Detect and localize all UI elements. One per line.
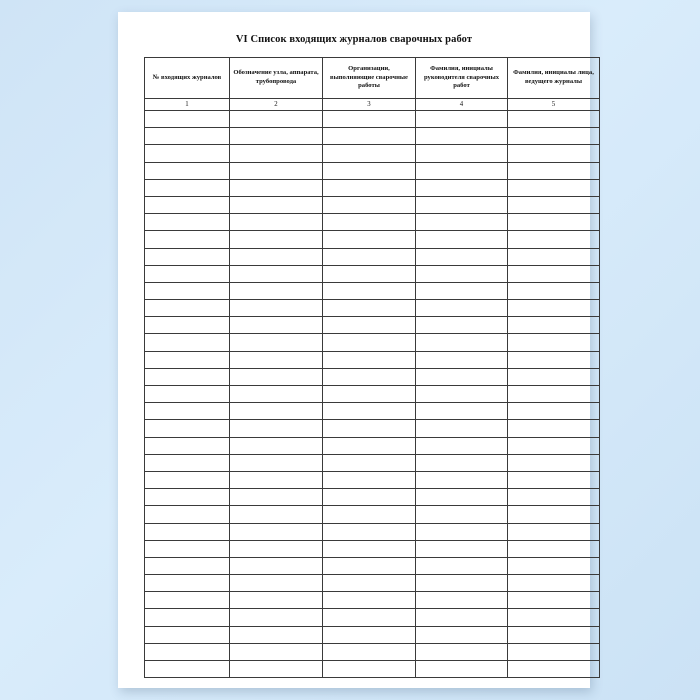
column-header-journal-keeper: Фамилия, инициалы лица, ведущего журналы (508, 58, 600, 99)
cell-supervisor[interactable] (416, 128, 508, 145)
cell-journal-number[interactable] (145, 437, 230, 454)
cell-designation[interactable] (230, 128, 323, 145)
cell-designation[interactable] (230, 265, 323, 282)
table-row (145, 506, 600, 523)
cell-journal-keeper[interactable] (508, 111, 600, 128)
cell-journal-keeper[interactable] (508, 282, 600, 299)
cell-designation[interactable] (230, 471, 323, 488)
cell-supervisor[interactable] (416, 334, 508, 351)
cell-organizations[interactable] (323, 111, 416, 128)
cell-organizations[interactable] (323, 575, 416, 592)
cell-supervisor[interactable] (416, 506, 508, 523)
cell-organizations[interactable] (323, 592, 416, 609)
cell-supervisor[interactable] (416, 661, 508, 678)
cell-designation[interactable] (230, 162, 323, 179)
cell-organizations[interactable] (323, 334, 416, 351)
table-row (145, 231, 600, 248)
cell-journal-keeper[interactable] (508, 437, 600, 454)
cell-journal-number[interactable] (145, 111, 230, 128)
table-row (145, 196, 600, 213)
table-row (145, 111, 600, 128)
cell-supervisor[interactable] (416, 317, 508, 334)
cell-journal-keeper[interactable] (508, 403, 600, 420)
cell-journal-keeper[interactable] (508, 609, 600, 626)
cell-journal-keeper[interactable] (508, 557, 600, 574)
cell-journal-number[interactable] (145, 661, 230, 678)
cell-supervisor[interactable] (416, 196, 508, 213)
table-row (145, 403, 600, 420)
cell-designation[interactable] (230, 626, 323, 643)
column-header-supervisor: Фамилия, инициалы руководителя сварочных работ (416, 58, 508, 99)
cell-designation[interactable] (230, 454, 323, 471)
cell-journal-keeper[interactable] (508, 489, 600, 506)
cell-organizations[interactable] (323, 609, 416, 626)
cell-designation[interactable] (230, 557, 323, 574)
cell-supervisor[interactable] (416, 248, 508, 265)
table-row (145, 643, 600, 660)
cell-journal-keeper[interactable] (508, 386, 600, 403)
cell-supervisor[interactable] (416, 643, 508, 660)
column-header-journal-number: № входящих журналов (145, 58, 230, 99)
cell-journal-number[interactable] (145, 386, 230, 403)
table-row (145, 471, 600, 488)
cell-designation[interactable] (230, 282, 323, 299)
cell-organizations[interactable] (323, 557, 416, 574)
cell-journal-number[interactable] (145, 506, 230, 523)
cell-organizations[interactable] (323, 437, 416, 454)
cell-supervisor[interactable] (416, 523, 508, 540)
table-row (145, 523, 600, 540)
cell-supervisor[interactable] (416, 368, 508, 385)
cell-supervisor[interactable] (416, 540, 508, 557)
table-row (145, 592, 600, 609)
cell-designation[interactable] (230, 214, 323, 231)
table-row (145, 575, 600, 592)
cell-journal-keeper[interactable] (508, 368, 600, 385)
cell-designation[interactable] (230, 523, 323, 540)
table-row (145, 265, 600, 282)
cell-designation[interactable] (230, 196, 323, 213)
cell-journal-number[interactable] (145, 626, 230, 643)
table-row (145, 351, 600, 368)
cell-journal-number[interactable] (145, 145, 230, 162)
table-row (145, 145, 600, 162)
table-row (145, 609, 600, 626)
cell-journal-keeper[interactable] (508, 540, 600, 557)
table-row (145, 300, 600, 317)
table-header (145, 58, 600, 99)
cell-journal-number[interactable] (145, 609, 230, 626)
cell-designation[interactable] (230, 334, 323, 351)
cell-journal-number[interactable] (145, 214, 230, 231)
cell-organizations[interactable] (323, 248, 416, 265)
cell-organizations[interactable] (323, 506, 416, 523)
cell-supervisor[interactable] (416, 575, 508, 592)
cell-supervisor[interactable] (416, 403, 508, 420)
cell-supervisor[interactable] (416, 592, 508, 609)
column-number-row (145, 99, 600, 111)
cell-supervisor[interactable] (416, 265, 508, 282)
cell-organizations[interactable] (323, 145, 416, 162)
table-row (145, 489, 600, 506)
table-row (145, 282, 600, 299)
table-row (145, 368, 600, 385)
cell-organizations[interactable] (323, 317, 416, 334)
table-row (145, 334, 600, 351)
column-number-4: 4 (416, 99, 508, 111)
table-row (145, 557, 600, 574)
cell-journal-number[interactable] (145, 196, 230, 213)
cell-supervisor[interactable] (416, 557, 508, 574)
page-title: VI Список входящих журналов сварочных работ (235, 34, 473, 45)
cell-journal-keeper[interactable] (508, 248, 600, 265)
cell-journal-number[interactable] (145, 557, 230, 574)
cell-journal-number[interactable] (145, 471, 230, 488)
cell-designation[interactable] (230, 145, 323, 162)
cell-journal-keeper[interactable] (508, 420, 600, 437)
cell-designation[interactable] (230, 300, 323, 317)
cell-journal-keeper[interactable] (508, 265, 600, 282)
cell-supervisor[interactable] (416, 162, 508, 179)
cell-journal-number[interactable] (145, 592, 230, 609)
cell-organizations[interactable] (323, 196, 416, 213)
cell-journal-number[interactable] (145, 265, 230, 282)
cell-supervisor[interactable] (416, 214, 508, 231)
table-row (145, 661, 600, 678)
column-header-designation: Обозначение узла, аппарата, трубопровода (230, 58, 323, 99)
cell-journal-number[interactable] (145, 248, 230, 265)
cell-organizations[interactable] (323, 489, 416, 506)
cell-journal-number[interactable] (145, 575, 230, 592)
cell-journal-keeper[interactable] (508, 506, 600, 523)
cell-journal-keeper[interactable] (508, 454, 600, 471)
cell-organizations[interactable] (323, 231, 416, 248)
cell-organizations[interactable] (323, 282, 416, 299)
cell-journal-keeper[interactable] (508, 179, 600, 196)
cell-supervisor[interactable] (416, 145, 508, 162)
cell-journal-number[interactable] (145, 351, 230, 368)
cell-supervisor[interactable] (416, 489, 508, 506)
page-content (144, 34, 594, 678)
cell-designation[interactable] (230, 368, 323, 385)
cell-journal-keeper[interactable] (508, 334, 600, 351)
table-row (145, 540, 600, 557)
cell-designation[interactable] (230, 437, 323, 454)
cell-designation[interactable] (230, 489, 323, 506)
table-row (145, 162, 600, 179)
cell-supervisor[interactable] (416, 454, 508, 471)
cell-journal-number[interactable] (145, 231, 230, 248)
cell-organizations[interactable] (323, 420, 416, 437)
cell-journal-number[interactable] (145, 540, 230, 557)
cell-organizations[interactable] (323, 454, 416, 471)
cell-journal-number[interactable] (145, 334, 230, 351)
cell-journal-keeper[interactable] (508, 661, 600, 678)
cell-organizations[interactable] (323, 643, 416, 660)
cell-organizations[interactable] (323, 661, 416, 678)
cell-organizations[interactable] (323, 300, 416, 317)
table-row (145, 454, 600, 471)
cell-supervisor[interactable] (416, 351, 508, 368)
cell-designation[interactable] (230, 317, 323, 334)
cell-journal-keeper[interactable] (508, 626, 600, 643)
cell-organizations[interactable] (323, 162, 416, 179)
column-number-3: 3 (323, 99, 416, 111)
table-row (145, 420, 600, 437)
cell-journal-number[interactable] (145, 523, 230, 540)
cell-organizations[interactable] (323, 540, 416, 557)
cell-journal-keeper[interactable] (508, 471, 600, 488)
cell-designation[interactable] (230, 386, 323, 403)
cell-organizations[interactable] (323, 265, 416, 282)
table-row (145, 437, 600, 454)
table-row (145, 317, 600, 334)
cell-designation[interactable] (230, 403, 323, 420)
cell-supervisor[interactable] (416, 420, 508, 437)
table-body (145, 99, 600, 678)
cell-supervisor[interactable] (416, 300, 508, 317)
cell-journal-number[interactable] (145, 403, 230, 420)
cell-journal-number[interactable] (145, 454, 230, 471)
cell-designation[interactable] (230, 643, 323, 660)
cell-organizations[interactable] (323, 214, 416, 231)
table-header-row (145, 58, 600, 99)
cell-journal-keeper[interactable] (508, 196, 600, 213)
column-number-1: 1 (145, 99, 230, 111)
cell-designation[interactable] (230, 248, 323, 265)
cell-organizations[interactable] (323, 368, 416, 385)
cell-journal-number[interactable] (145, 162, 230, 179)
cell-journal-keeper[interactable] (508, 592, 600, 609)
cell-journal-keeper[interactable] (508, 145, 600, 162)
cell-journal-keeper[interactable] (508, 128, 600, 145)
cell-supervisor[interactable] (416, 386, 508, 403)
cell-journal-keeper[interactable] (508, 523, 600, 540)
cell-journal-keeper[interactable] (508, 300, 600, 317)
cell-journal-number[interactable] (145, 420, 230, 437)
cell-supervisor[interactable] (416, 179, 508, 196)
cell-supervisor[interactable] (416, 111, 508, 128)
column-number-2: 2 (230, 99, 323, 111)
cell-designation[interactable] (230, 420, 323, 437)
cell-journal-number[interactable] (145, 489, 230, 506)
cell-organizations[interactable] (323, 386, 416, 403)
cell-organizations[interactable] (323, 626, 416, 643)
cell-designation[interactable] (230, 609, 323, 626)
cell-supervisor[interactable] (416, 626, 508, 643)
cell-journal-keeper[interactable] (508, 351, 600, 368)
column-header-organizations: Организации, выполняющие сварочные работы (323, 58, 416, 99)
table-row (145, 248, 600, 265)
cell-organizations[interactable] (323, 471, 416, 488)
cell-supervisor[interactable] (416, 437, 508, 454)
cell-designation[interactable] (230, 592, 323, 609)
cell-journal-number[interactable] (145, 282, 230, 299)
cell-journal-keeper[interactable] (508, 231, 600, 248)
cell-journal-keeper[interactable] (508, 575, 600, 592)
cell-organizations[interactable] (323, 351, 416, 368)
cell-designation[interactable] (230, 111, 323, 128)
table-row (145, 128, 600, 145)
table-row (145, 386, 600, 403)
cell-journal-number[interactable] (145, 128, 230, 145)
cell-journal-number[interactable] (145, 643, 230, 660)
table-row (145, 626, 600, 643)
cell-supervisor[interactable] (416, 282, 508, 299)
cell-supervisor[interactable] (416, 609, 508, 626)
cell-organizations[interactable] (323, 403, 416, 420)
cell-designation[interactable] (230, 231, 323, 248)
cell-designation[interactable] (230, 351, 323, 368)
cell-journal-number[interactable] (145, 300, 230, 317)
cell-organizations[interactable] (323, 523, 416, 540)
document-page (118, 12, 594, 688)
table-row (145, 179, 600, 196)
cell-journal-number[interactable] (145, 368, 230, 385)
column-number-5: 5 (508, 99, 600, 111)
cell-designation[interactable] (230, 575, 323, 592)
cell-supervisor[interactable] (416, 231, 508, 248)
cell-journal-keeper[interactable] (508, 317, 600, 334)
cell-journal-number[interactable] (145, 179, 230, 196)
cell-designation[interactable] (230, 661, 323, 678)
welding-journal-table (144, 57, 600, 678)
cell-journal-number[interactable] (145, 317, 230, 334)
cell-designation[interactable] (230, 540, 323, 557)
cell-journal-keeper[interactable] (508, 643, 600, 660)
cell-organizations[interactable] (323, 179, 416, 196)
cell-designation[interactable] (230, 179, 323, 196)
cell-journal-keeper[interactable] (508, 162, 600, 179)
cell-designation[interactable] (230, 506, 323, 523)
cell-supervisor[interactable] (416, 471, 508, 488)
cell-journal-keeper[interactable] (508, 214, 600, 231)
cell-organizations[interactable] (323, 128, 416, 145)
table-row (145, 214, 600, 231)
